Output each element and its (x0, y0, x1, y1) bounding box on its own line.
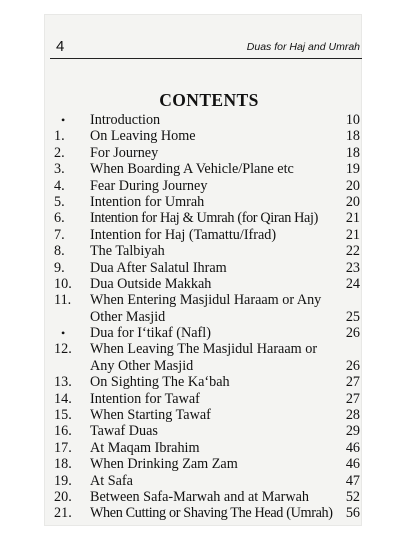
toc-page-number: 29 (345, 423, 360, 440)
toc-title (90, 473, 350, 489)
toc-title (90, 227, 350, 243)
toc-entry (44, 391, 362, 407)
toc-title (90, 194, 350, 210)
toc-number: 10. (54, 275, 72, 292)
toc-title-line: Tawaf Duas (90, 423, 158, 440)
toc-page-number: 28 (345, 407, 360, 424)
toc-entry (44, 243, 362, 259)
toc-entry (44, 407, 362, 423)
toc-bullet: • (61, 113, 66, 127)
toc-number: 17. (54, 439, 72, 456)
toc-number: 4. (54, 177, 65, 194)
toc-number: 3. (54, 161, 65, 178)
toc-entry (44, 489, 362, 505)
toc-entry (44, 210, 362, 226)
toc-entry (44, 325, 362, 341)
toc-page-number: 24 (345, 275, 360, 292)
toc-number: 2. (54, 144, 65, 161)
toc-title-line: On Leaving Home (90, 128, 196, 145)
toc-title-line: Dua Outside Makkah (90, 275, 212, 292)
page-header (44, 14, 362, 55)
toc-title-line: Intention for Umrah (90, 193, 205, 210)
toc-entry (44, 161, 362, 177)
toc-title-line: When Starting Tawaf (90, 407, 211, 424)
toc-title-line: Fear During Journey (90, 177, 208, 194)
toc-title-line: Intention for Haj & Umrah (for Qiran Haj) (90, 210, 318, 227)
toc-entry (44, 128, 362, 144)
toc-title (90, 505, 350, 521)
toc-title (90, 407, 350, 423)
toc-title (90, 161, 350, 177)
toc-title-line: Other Masjid (90, 308, 166, 325)
toc-title (90, 423, 350, 439)
toc-title (90, 112, 350, 128)
toc-number: 12. (54, 341, 72, 358)
toc-page-number: 18 (345, 144, 360, 161)
toc-title-line: When Cutting or Shaving The Head (Umrah) (90, 505, 333, 522)
toc-page-number: 56 (345, 505, 360, 522)
toc-page-number: 22 (345, 243, 360, 260)
toc-title (90, 341, 350, 374)
toc-number: 18. (54, 456, 72, 473)
toc-page-number: 26 (345, 325, 360, 342)
toc-title-line: At Maqam Ibrahim (90, 439, 200, 456)
toc-number: 19. (54, 472, 72, 489)
toc-title-line: When Leaving The Masjidul Haraam or (90, 341, 318, 358)
header-rule (50, 58, 362, 59)
toc-number: 15. (54, 407, 72, 424)
toc-entry (44, 178, 362, 194)
toc-title (90, 178, 350, 194)
toc-title (90, 145, 350, 161)
toc-page-number: 21 (345, 226, 360, 243)
toc-number: 11. (54, 292, 72, 309)
toc-entry (44, 440, 362, 456)
toc-title-line: Dua for I‘tikaf (Nafl) (90, 325, 211, 342)
toc-page-number: 19 (345, 161, 360, 178)
toc-entry (44, 341, 362, 374)
toc-title (90, 456, 350, 472)
toc-title-line: On Sighting The Ka‘bah (90, 374, 230, 391)
toc-title-line: The Talbiyah (90, 243, 165, 260)
toc-page-number: 27 (345, 390, 360, 407)
toc-bullet: • (61, 326, 66, 341)
toc-title-line: Any Other Masjid (90, 357, 194, 374)
page-number: 4 (56, 38, 65, 55)
toc-title-line: Between Safa-Marwah and at Marwah (90, 489, 310, 506)
toc-entry (44, 292, 362, 325)
toc-entry (44, 456, 362, 472)
toc-page-number: 21 (345, 210, 360, 227)
toc-page-number: 25 (345, 308, 360, 325)
toc-entry (44, 112, 362, 128)
toc-page-number: 46 (345, 456, 360, 473)
toc-number: 16. (54, 423, 72, 440)
toc-page-number: 27 (345, 374, 360, 391)
toc-title (90, 292, 350, 325)
toc-entry (44, 473, 362, 489)
toc-number: 6. (54, 210, 65, 227)
toc-page-number: 23 (345, 259, 360, 276)
toc-entry (44, 276, 362, 292)
toc-title (90, 489, 350, 505)
toc-entry (44, 145, 362, 161)
toc-number: 7. (54, 226, 65, 243)
toc-title (90, 260, 350, 276)
toc-title-line: At Safa (90, 472, 133, 489)
toc-title (90, 243, 350, 259)
toc-title (90, 440, 350, 456)
toc-number: 5. (54, 193, 65, 210)
toc-entry (44, 227, 362, 243)
toc-title-line: When Drinking Zam Zam (90, 456, 238, 473)
toc-entry (44, 423, 362, 439)
toc-number: 20. (54, 489, 72, 506)
toc-title (90, 374, 350, 390)
toc-page-number: 26 (345, 357, 360, 374)
toc-title (90, 128, 350, 144)
toc-number: 8. (54, 243, 65, 260)
toc-page-number: 47 (345, 472, 360, 489)
contents-heading: CONTENTS (159, 90, 259, 110)
toc-page-number: 18 (345, 128, 360, 145)
toc-title-line: For Journey (90, 144, 159, 161)
book-page (44, 14, 362, 526)
toc-page-number: 20 (345, 177, 360, 194)
toc-title (90, 391, 350, 407)
toc-title (90, 210, 350, 226)
toc-number: 14. (54, 390, 72, 407)
toc-number: 9. (54, 259, 65, 276)
toc-page-number: 20 (345, 193, 360, 210)
toc-title-line: Intention for Tawaf (90, 390, 200, 407)
toc-entry (44, 505, 362, 521)
toc-number: 21. (54, 505, 72, 522)
toc-title (90, 325, 350, 341)
running-title: Duas for Haj and Umrah (246, 41, 360, 53)
toc-entry (44, 260, 362, 276)
toc-title-line: Dua After Salatul Ihram (90, 259, 227, 276)
toc-entry (44, 374, 362, 390)
toc-title-line: When Entering Masjidul Haraam or Any (90, 292, 322, 309)
toc-title-line: Intention for Haj (Tamattu/Ifrad) (90, 226, 277, 243)
toc-entry (44, 194, 362, 210)
toc-title-line: When Boarding A Vehicle/Plane etc (90, 161, 294, 178)
toc-page-number: 10 (345, 112, 360, 128)
toc-number: 13. (54, 374, 72, 391)
table-of-contents (44, 112, 362, 522)
toc-page-number: 52 (345, 489, 360, 506)
toc-title-line: Introduction (90, 112, 161, 128)
toc-number: 1. (54, 128, 65, 145)
toc-title (90, 276, 350, 292)
toc-page-number: 46 (345, 439, 360, 456)
